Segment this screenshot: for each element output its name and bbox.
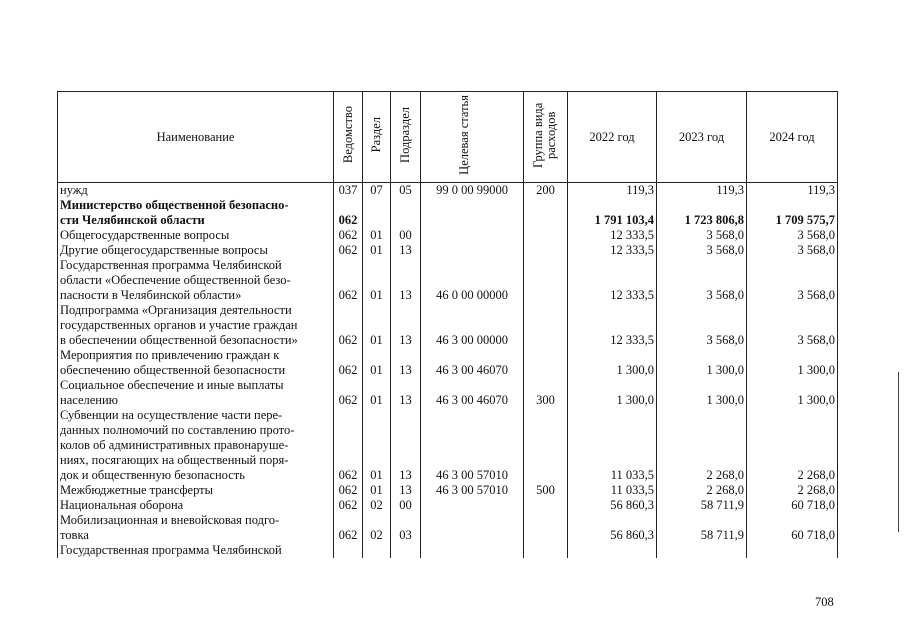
row-2024: 2 268,0 <box>747 483 838 498</box>
row-podrazdel: 03 <box>391 528 421 543</box>
row-vedomstvo <box>334 378 363 393</box>
row-2023: 1 723 806,8 <box>657 213 747 228</box>
table-row <box>58 363 838 378</box>
row-2024 <box>747 513 838 528</box>
row-group <box>524 273 568 288</box>
row-vedomstvo <box>334 273 363 288</box>
row-vedomstvo: 062 <box>334 333 363 348</box>
row-target <box>421 303 524 318</box>
row-2022 <box>568 408 657 423</box>
row-name: Общегосударственные вопросы <box>58 228 334 243</box>
table-row <box>58 513 838 528</box>
row-2024 <box>747 318 838 333</box>
table-row <box>58 528 838 543</box>
row-2023: 58 711,9 <box>657 498 747 513</box>
row-2024: 3 568,0 <box>747 288 838 303</box>
row-2022 <box>568 303 657 318</box>
row-razdel <box>363 408 391 423</box>
row-name: товка <box>58 528 334 543</box>
row-target: 46 0 00 00000 <box>421 288 524 303</box>
header-vedomstvo: Ведомство <box>334 92 363 183</box>
row-group <box>524 213 568 228</box>
row-group <box>524 438 568 453</box>
row-razdel <box>363 258 391 273</box>
row-name: Социальное обеспечение и иные выплаты <box>58 378 334 393</box>
row-2023: 3 568,0 <box>657 243 747 258</box>
row-2023: 1 300,0 <box>657 363 747 378</box>
row-2022: 12 333,5 <box>568 333 657 348</box>
row-vedomstvo <box>334 348 363 363</box>
row-2023: 58 711,9 <box>657 528 747 543</box>
row-2024: 3 568,0 <box>747 243 838 258</box>
row-name: сти Челябинской области <box>58 213 334 228</box>
row-2024: 1 300,0 <box>747 393 838 408</box>
row-vedomstvo: 062 <box>334 528 363 543</box>
row-podrazdel: 13 <box>391 243 421 258</box>
row-group <box>524 378 568 393</box>
row-target <box>421 513 524 528</box>
table-row <box>58 408 838 423</box>
table-row <box>58 213 838 228</box>
row-2024: 3 568,0 <box>747 228 838 243</box>
row-target <box>421 258 524 273</box>
row-name: Национальная оборона <box>58 498 334 513</box>
header-2023: 2023 год <box>657 92 747 183</box>
row-razdel <box>363 318 391 333</box>
row-podrazdel: 13 <box>391 288 421 303</box>
row-2024 <box>747 348 838 363</box>
row-2024: 60 718,0 <box>747 498 838 513</box>
row-2023 <box>657 423 747 438</box>
row-2023 <box>657 318 747 333</box>
row-group <box>524 198 568 213</box>
row-group: 500 <box>524 483 568 498</box>
row-razdel: 01 <box>363 483 391 498</box>
row-name: Другие общегосударственные вопросы <box>58 243 334 258</box>
row-2024 <box>747 273 838 288</box>
row-name: Министерство общественной безопасно- <box>58 198 334 213</box>
row-target <box>421 438 524 453</box>
row-vedomstvo: 062 <box>334 393 363 408</box>
row-2024 <box>747 453 838 468</box>
row-vedomstvo <box>334 423 363 438</box>
row-podrazdel <box>391 513 421 528</box>
row-2023 <box>657 198 747 213</box>
row-group <box>524 333 568 348</box>
row-name: ниях, посягающих на общественный поря- <box>58 453 334 468</box>
row-name: обеспечению общественной безопасности <box>58 363 334 378</box>
row-razdel <box>363 453 391 468</box>
row-vedomstvo: 062 <box>334 243 363 258</box>
row-razdel: 01 <box>363 393 391 408</box>
row-razdel <box>363 273 391 288</box>
header-2024: 2024 год <box>747 92 838 183</box>
row-podrazdel <box>391 258 421 273</box>
row-vedomstvo: 062 <box>334 363 363 378</box>
header-target: Целевая статья <box>421 92 524 183</box>
row-target <box>421 543 524 558</box>
row-vedomstvo <box>334 438 363 453</box>
row-podrazdel <box>391 543 421 558</box>
table-body <box>58 183 838 559</box>
row-target <box>421 408 524 423</box>
row-2023 <box>657 273 747 288</box>
row-vedomstvo <box>334 303 363 318</box>
row-name: Государственная программа Челябинской <box>58 258 334 273</box>
row-2022: 1 300,0 <box>568 363 657 378</box>
table-row <box>58 318 838 333</box>
row-group <box>524 513 568 528</box>
row-target: 46 3 00 57010 <box>421 483 524 498</box>
row-2024 <box>747 423 838 438</box>
row-razdel <box>363 303 391 318</box>
row-razdel <box>363 213 391 228</box>
row-2024 <box>747 438 838 453</box>
row-2023 <box>657 378 747 393</box>
row-podrazdel <box>391 318 421 333</box>
row-group <box>524 453 568 468</box>
row-2022 <box>568 273 657 288</box>
row-razdel <box>363 348 391 363</box>
row-2022 <box>568 543 657 558</box>
row-2023: 119,3 <box>657 183 747 199</box>
row-podrazdel: 13 <box>391 483 421 498</box>
row-2024: 1 300,0 <box>747 363 838 378</box>
row-razdel <box>363 513 391 528</box>
table-row <box>58 453 838 468</box>
scan-edge-line <box>898 372 899 532</box>
row-razdel <box>363 198 391 213</box>
table-row <box>58 378 838 393</box>
row-podrazdel: 00 <box>391 228 421 243</box>
table-row <box>58 483 838 498</box>
row-name: пасности в Челябинской области» <box>58 288 334 303</box>
row-name: населению <box>58 393 334 408</box>
row-target <box>421 318 524 333</box>
table-row <box>58 243 838 258</box>
row-vedomstvo: 037 <box>334 183 363 199</box>
row-2023 <box>657 408 747 423</box>
row-2024: 1 709 575,7 <box>747 213 838 228</box>
row-2023 <box>657 453 747 468</box>
row-vedomstvo <box>334 258 363 273</box>
row-2023: 2 268,0 <box>657 468 747 483</box>
row-name: Межбюджетные трансферты <box>58 483 334 498</box>
row-razdel: 01 <box>363 468 391 483</box>
row-target: 46 3 00 46070 <box>421 393 524 408</box>
row-vedomstvo: 062 <box>334 213 363 228</box>
row-group <box>524 303 568 318</box>
row-target <box>421 243 524 258</box>
row-podrazdel <box>391 378 421 393</box>
row-razdel <box>363 423 391 438</box>
row-razdel: 01 <box>363 243 391 258</box>
row-2023: 3 568,0 <box>657 228 747 243</box>
row-2023 <box>657 303 747 318</box>
row-2024: 3 568,0 <box>747 333 838 348</box>
row-group <box>524 363 568 378</box>
row-razdel <box>363 438 391 453</box>
row-podrazdel <box>391 273 421 288</box>
row-vedomstvo: 062 <box>334 498 363 513</box>
header-group: Группа вида расходов <box>524 92 568 183</box>
row-vedomstvo: 062 <box>334 468 363 483</box>
table-row <box>58 468 838 483</box>
table-row <box>58 393 838 408</box>
row-2022: 1 300,0 <box>568 393 657 408</box>
row-2022: 11 033,5 <box>568 468 657 483</box>
row-target <box>421 378 524 393</box>
row-2023 <box>657 348 747 363</box>
row-target: 46 3 00 00000 <box>421 333 524 348</box>
table-row <box>58 288 838 303</box>
table-row <box>58 543 838 558</box>
row-group <box>524 498 568 513</box>
row-razdel: 02 <box>363 528 391 543</box>
row-vedomstvo <box>334 318 363 333</box>
row-vedomstvo <box>334 198 363 213</box>
row-group <box>524 348 568 363</box>
row-vedomstvo <box>334 453 363 468</box>
row-target <box>421 498 524 513</box>
header-2022: 2022 год <box>568 92 657 183</box>
row-2024 <box>747 303 838 318</box>
table-row <box>58 348 838 363</box>
row-podrazdel <box>391 303 421 318</box>
row-name: нужд <box>58 183 334 199</box>
row-name: Мероприятия по привлечению граждан к <box>58 348 334 363</box>
row-name: Субвенции на осуществление части пере- <box>58 408 334 423</box>
row-group: 300 <box>524 393 568 408</box>
row-2022 <box>568 438 657 453</box>
row-target <box>421 348 524 363</box>
row-podrazdel <box>391 438 421 453</box>
row-2022: 119,3 <box>568 183 657 199</box>
row-2022 <box>568 453 657 468</box>
table-row <box>58 228 838 243</box>
row-2023 <box>657 258 747 273</box>
row-podrazdel <box>391 348 421 363</box>
row-group <box>524 528 568 543</box>
table-row <box>58 498 838 513</box>
row-2024: 119,3 <box>747 183 838 199</box>
row-vedomstvo <box>334 543 363 558</box>
row-razdel <box>363 543 391 558</box>
row-target: 46 3 00 46070 <box>421 363 524 378</box>
row-2022 <box>568 378 657 393</box>
row-name: области «Обеспечение общественной безо- <box>58 273 334 288</box>
row-2023: 3 568,0 <box>657 288 747 303</box>
row-2023 <box>657 543 747 558</box>
row-group <box>524 543 568 558</box>
row-2022 <box>568 513 657 528</box>
row-group <box>524 228 568 243</box>
row-2022: 12 333,5 <box>568 228 657 243</box>
row-podrazdel: 13 <box>391 468 421 483</box>
row-podrazdel: 13 <box>391 393 421 408</box>
row-vedomstvo: 062 <box>334 483 363 498</box>
row-razdel: 01 <box>363 363 391 378</box>
row-2023 <box>657 513 747 528</box>
row-name: в обеспечении общественной безопасности» <box>58 333 334 348</box>
header-podrazdel: Подраздел <box>391 92 421 183</box>
row-group <box>524 258 568 273</box>
table-row <box>58 258 838 273</box>
row-group <box>524 423 568 438</box>
budget-table <box>57 91 838 558</box>
row-2024 <box>747 408 838 423</box>
row-vedomstvo: 062 <box>334 288 363 303</box>
row-2022: 56 860,3 <box>568 528 657 543</box>
row-2023 <box>657 438 747 453</box>
row-podrazdel: 13 <box>391 333 421 348</box>
row-2022: 12 333,5 <box>568 288 657 303</box>
row-2023: 1 300,0 <box>657 393 747 408</box>
row-group <box>524 408 568 423</box>
row-vedomstvo <box>334 513 363 528</box>
row-2023: 3 568,0 <box>657 333 747 348</box>
row-razdel: 01 <box>363 228 391 243</box>
row-target: 99 0 00 99000 <box>421 183 524 199</box>
row-2024 <box>747 198 838 213</box>
row-razdel <box>363 378 391 393</box>
row-vedomstvo <box>334 408 363 423</box>
row-target <box>421 213 524 228</box>
row-2024 <box>747 378 838 393</box>
header-razdel: Раздел <box>363 92 391 183</box>
row-2022 <box>568 348 657 363</box>
row-2024: 2 268,0 <box>747 468 838 483</box>
row-podrazdel: 05 <box>391 183 421 199</box>
row-group <box>524 288 568 303</box>
row-target <box>421 198 524 213</box>
table-row <box>58 438 838 453</box>
row-razdel: 02 <box>363 498 391 513</box>
row-target <box>421 453 524 468</box>
table-row <box>58 183 838 199</box>
row-razdel: 01 <box>363 333 391 348</box>
row-name: док и общественную безопасность <box>58 468 334 483</box>
row-target <box>421 273 524 288</box>
row-2022: 1 791 103,4 <box>568 213 657 228</box>
row-target: 46 3 00 57010 <box>421 468 524 483</box>
page-number: 708 <box>815 595 834 609</box>
table-header-row <box>58 92 838 183</box>
row-2022 <box>568 198 657 213</box>
row-name: Государственная программа Челябинской <box>58 543 334 558</box>
table-row <box>58 333 838 348</box>
row-2022: 12 333,5 <box>568 243 657 258</box>
row-2022: 56 860,3 <box>568 498 657 513</box>
row-group <box>524 468 568 483</box>
row-2022 <box>568 258 657 273</box>
row-group <box>524 243 568 258</box>
header-name: Наименование <box>58 92 334 183</box>
row-name: Подпрограмма «Организация деятельности <box>58 303 334 318</box>
row-2022 <box>568 318 657 333</box>
row-podrazdel: 13 <box>391 363 421 378</box>
row-2022 <box>568 423 657 438</box>
table-row <box>58 423 838 438</box>
row-name: Мобилизационная и вневойсковая подго- <box>58 513 334 528</box>
row-2023: 2 268,0 <box>657 483 747 498</box>
table-row <box>58 198 838 213</box>
row-2024: 60 718,0 <box>747 528 838 543</box>
row-razdel: 01 <box>363 288 391 303</box>
row-name: данных полномочий по составлению прото- <box>58 423 334 438</box>
row-podrazdel: 00 <box>391 498 421 513</box>
row-target <box>421 528 524 543</box>
row-podrazdel <box>391 453 421 468</box>
row-podrazdel <box>391 408 421 423</box>
row-razdel: 07 <box>363 183 391 199</box>
table-row <box>58 303 838 318</box>
row-group <box>524 318 568 333</box>
table-row <box>58 273 838 288</box>
row-name: колов об административных правонаруше- <box>58 438 334 453</box>
row-group: 200 <box>524 183 568 199</box>
row-target <box>421 228 524 243</box>
row-name: государственных органов и участие граждан <box>58 318 334 333</box>
row-2024 <box>747 258 838 273</box>
row-podrazdel <box>391 198 421 213</box>
row-target <box>421 423 524 438</box>
row-2024 <box>747 543 838 558</box>
row-2022: 11 033,5 <box>568 483 657 498</box>
row-podrazdel <box>391 423 421 438</box>
row-vedomstvo: 062 <box>334 228 363 243</box>
row-podrazdel <box>391 213 421 228</box>
